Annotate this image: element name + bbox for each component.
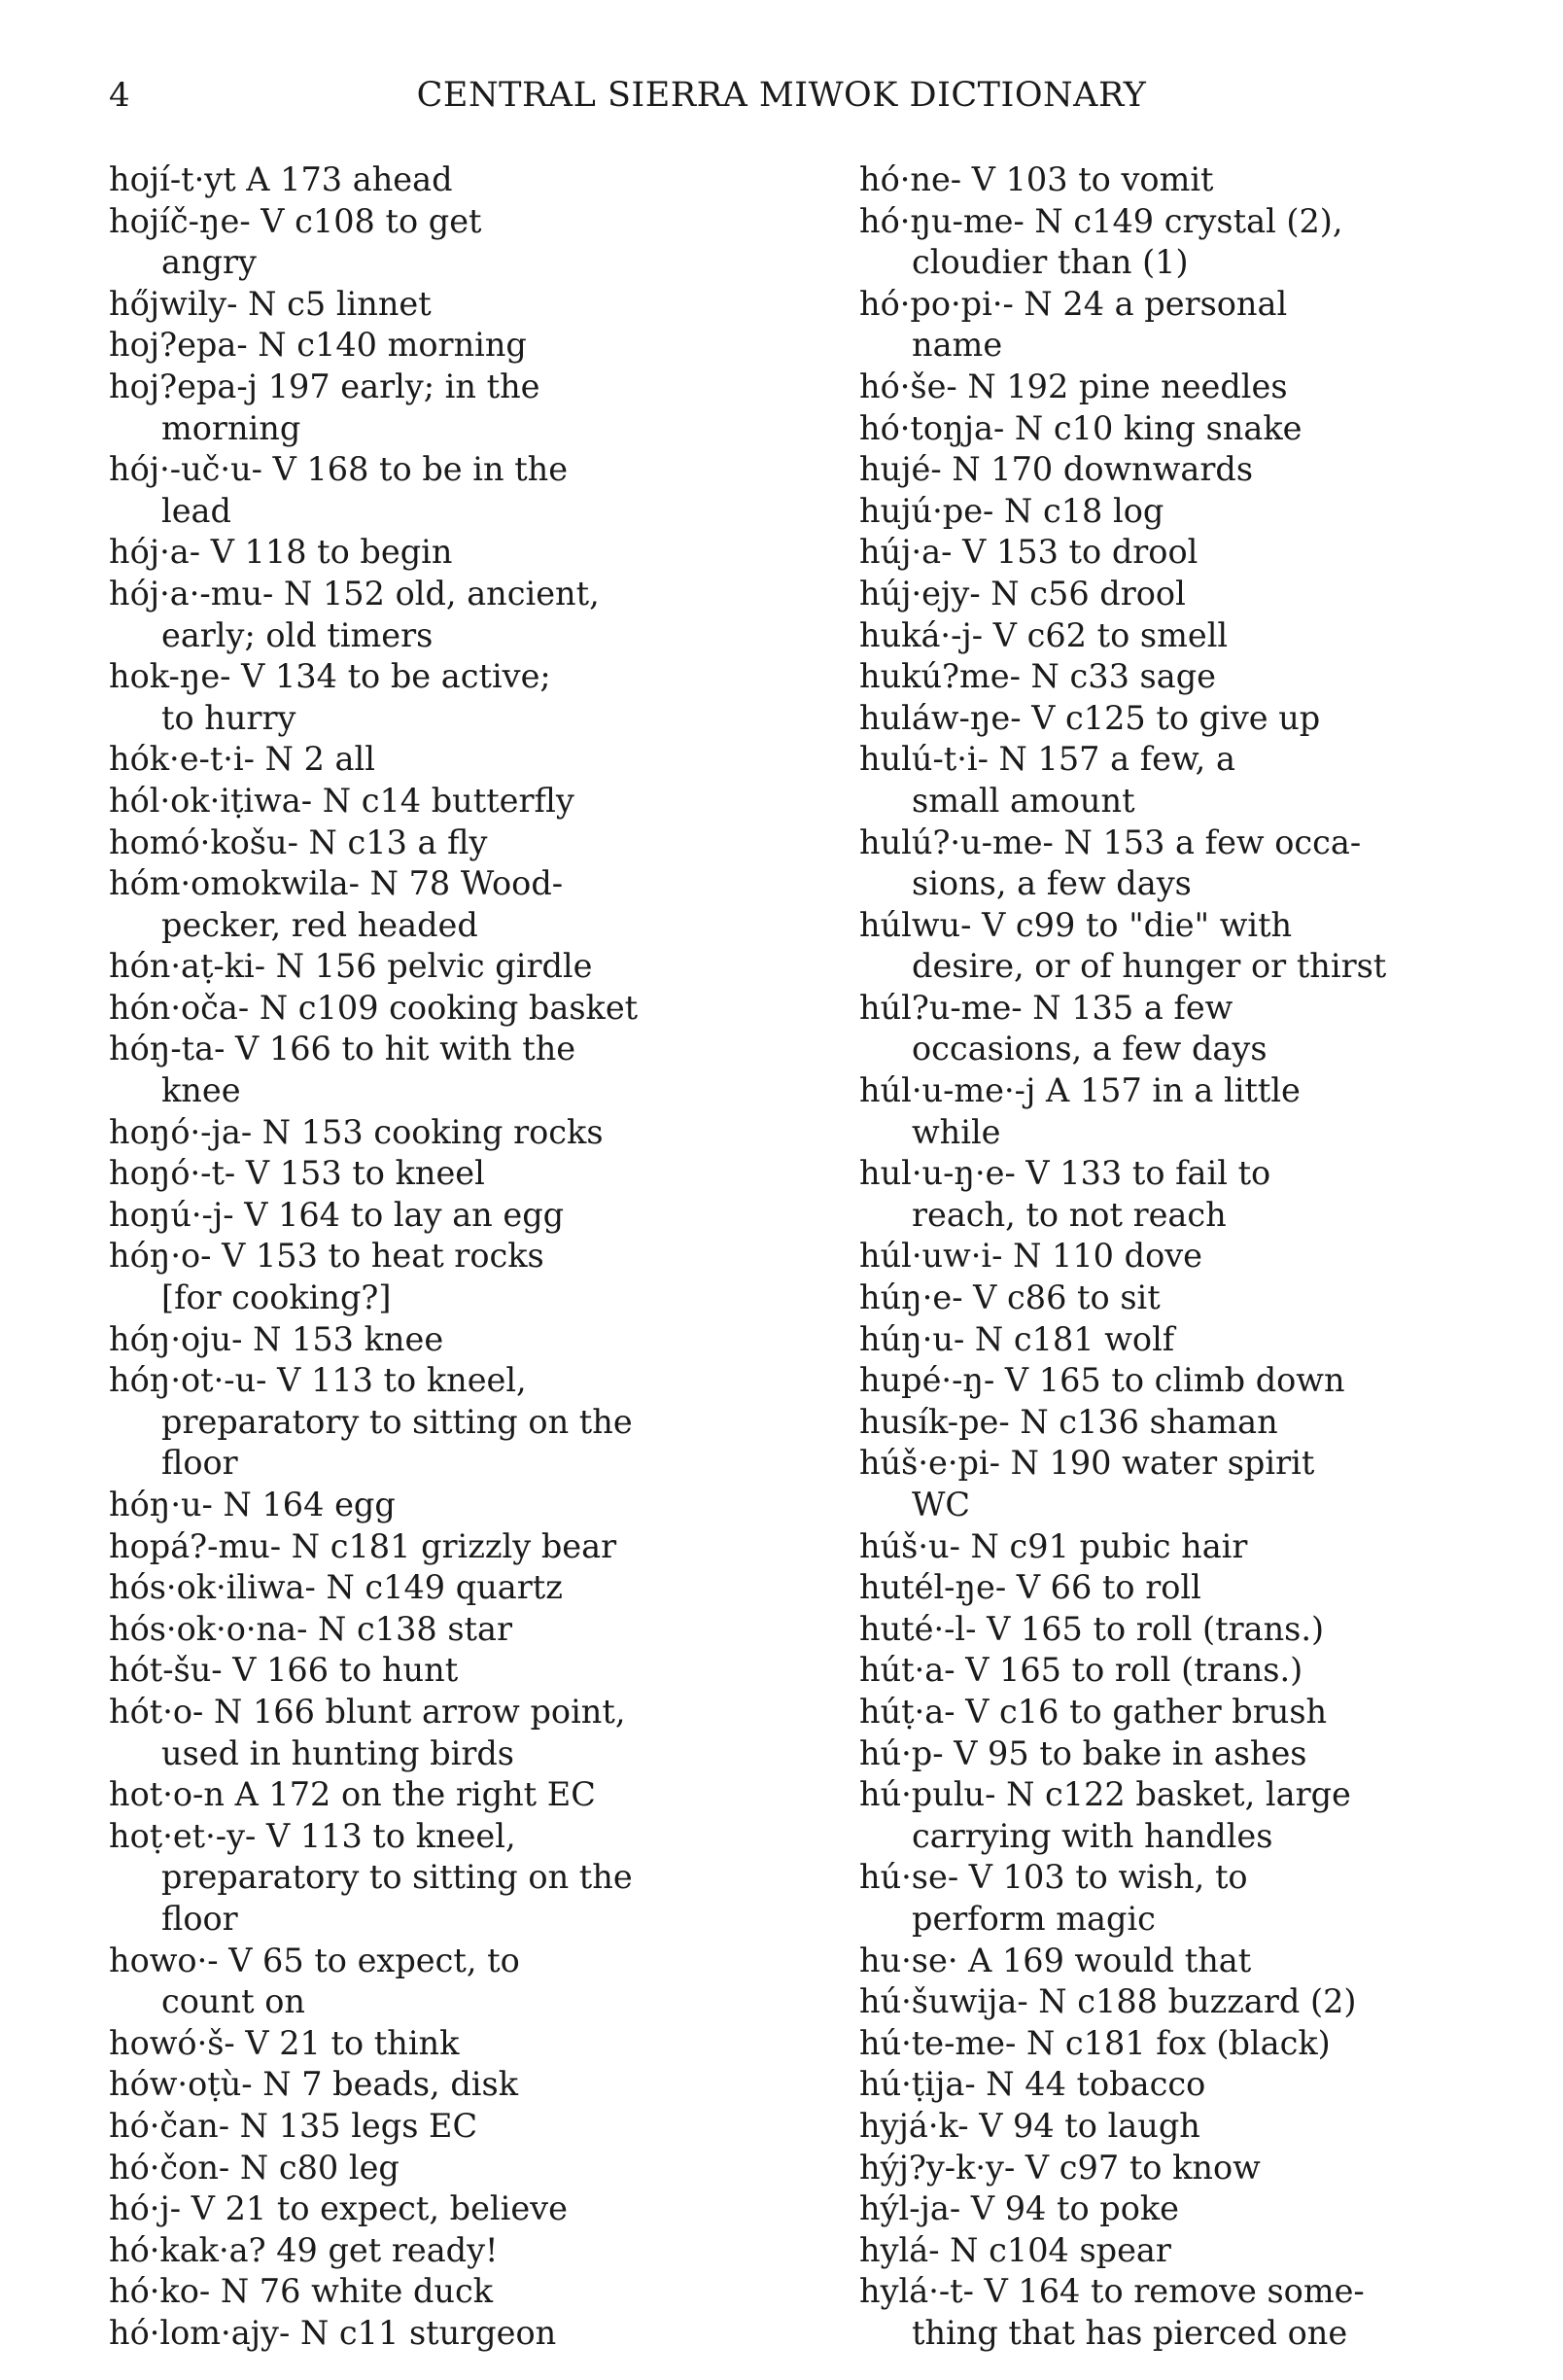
dictionary-entry xyxy=(109,201,789,284)
entry-line: húl·u-me·-j A 157 in a little xyxy=(859,1071,1301,1110)
entry-line: hó·kak·a? 49 get ready! xyxy=(109,2230,499,2269)
entry-line: hylá·-t- V 164 to remove some- xyxy=(859,2272,1365,2311)
entry-line: howo·- V 65 to expect, to xyxy=(109,1941,520,1979)
entry-line: hút·a- V 165 to roll (trans.) xyxy=(859,1651,1303,1690)
entry-line: hós·ok·iliwa- N c149 quartz xyxy=(109,1568,563,1607)
entry-continuation-line: carrying with handles xyxy=(912,1816,1273,1855)
dictionary-entry xyxy=(109,1692,789,1774)
entry-continuation-line: used in hunting birds xyxy=(161,1733,515,1772)
entry-continuation-line: desire, or of hunger or thirst xyxy=(912,947,1387,986)
dictionary-entry xyxy=(109,284,789,326)
entry-line: hú·šuwija- N c188 buzzard (2) xyxy=(859,1982,1357,2021)
dictionary-entry xyxy=(109,656,789,739)
dictionary-entry xyxy=(859,1153,1540,1236)
entry-line: hó·j- V 21 to expect, believe xyxy=(109,2189,568,2228)
dictionary-entry xyxy=(859,2023,1540,2065)
dictionary-entry xyxy=(109,1195,789,1237)
dictionary-entry xyxy=(109,532,789,574)
entry-line: hú·p- V 95 to bake in ashes xyxy=(859,1733,1307,1772)
dictionary-entry xyxy=(859,449,1540,491)
entry-continuation-line: small amount xyxy=(912,781,1135,820)
entry-continuation-line: cloudier than (1) xyxy=(912,243,1189,282)
dictionary-entry xyxy=(109,1774,789,1816)
dictionary-entry xyxy=(109,2106,789,2148)
dictionary-entry xyxy=(109,159,789,201)
entry-line: hóŋ·o- V 153 to heat rocks xyxy=(109,1237,544,1276)
entry-line: hoj?epa-j 197 early; in the xyxy=(109,367,540,405)
entry-line: hoŋó·-ja- N 153 cooking rocks xyxy=(109,1112,604,1151)
entry-line: hojíč-ŋe- V c108 to get xyxy=(109,201,482,240)
entry-line: hót-šu- V 166 to hunt xyxy=(109,1651,459,1690)
dictionary-entry xyxy=(859,1319,1540,1361)
entry-continuation-line: preparatory to sitting on the xyxy=(161,1402,633,1441)
entry-line: hón·aṭ-ki- N 156 pelvic girdle xyxy=(109,947,593,986)
entry-line: hýl-ja- V 94 to poke xyxy=(859,2189,1179,2228)
entry-line: hón·oča- N c109 cooking basket xyxy=(109,988,639,1027)
dictionary-entry xyxy=(109,2064,789,2106)
entry-line: hóm·omokwila- N 78 Wood- xyxy=(109,864,564,903)
entry-line: hó·lom·ajy- N c11 sturgeon xyxy=(109,2313,557,2352)
dictionary-entry xyxy=(859,1941,1540,1982)
dictionary-entry xyxy=(109,1153,789,1195)
dictionary-entry xyxy=(109,946,789,988)
entry-line: hó·ne- V 103 to vomit xyxy=(859,160,1214,198)
dictionary-entry xyxy=(859,2188,1540,2230)
dictionary-entry xyxy=(859,532,1540,574)
dictionary-entry xyxy=(859,1609,1540,1651)
entry-line: hopá?-mu- N c181 grizzly bear xyxy=(109,1526,617,1565)
dictionary-entry xyxy=(859,201,1540,284)
dictionary-entry xyxy=(859,367,1540,408)
entry-continuation-line: count on xyxy=(161,1982,305,2021)
entry-line: hőjwily- N c5 linnet xyxy=(109,284,432,323)
dictionary-entry xyxy=(109,2148,789,2189)
entry-line: hojí-t·yt A 173 ahead xyxy=(109,160,453,198)
dictionary-entry xyxy=(109,2230,789,2272)
entry-line: huká·-j- V c62 to smell xyxy=(859,615,1229,654)
entry-line: hujú·pe- N c18 log xyxy=(859,491,1164,530)
entry-line: hók·e-t·i- N 2 all xyxy=(109,740,375,779)
entry-line: húj·ejy- N c56 drool xyxy=(859,574,1186,612)
entry-line: hyjá·k- V 94 to laugh xyxy=(859,2106,1200,2145)
entry-continuation-line: early; old timers xyxy=(161,615,434,654)
entry-line: hoŋú·-j- V 164 to lay an egg xyxy=(109,1195,565,1234)
entry-line: húlwu- V c99 to "die" with xyxy=(859,905,1293,944)
dictionary-entry xyxy=(859,1857,1540,1940)
dictionary-entry xyxy=(859,822,1540,905)
entry-continuation-line: floor xyxy=(161,1899,238,1938)
dictionary-entry xyxy=(109,1319,789,1361)
entry-continuation-line: reach, to not reach xyxy=(912,1195,1227,1234)
dictionary-entry xyxy=(109,2271,789,2313)
dictionary-entry xyxy=(859,1774,1540,1857)
dictionary-entry xyxy=(109,1029,789,1111)
entry-line: hoj?epa- N c140 morning xyxy=(109,326,527,365)
dictionary-entry xyxy=(859,159,1540,201)
entry-continuation-line: name xyxy=(912,326,1003,365)
dictionary-entry xyxy=(859,1236,1540,1278)
dictionary-entry xyxy=(859,905,1540,988)
entry-line: húṭ·a- V c16 to gather brush xyxy=(859,1692,1328,1731)
entry-line: huté·-l- V 165 to roll (trans.) xyxy=(859,1609,1325,1648)
dictionary-entry xyxy=(109,449,789,532)
entry-line: hóŋ-ta- V 166 to hit with the xyxy=(109,1030,576,1068)
entry-continuation-line: occasions, a few days xyxy=(912,1030,1268,1068)
dictionary-entry xyxy=(109,2313,789,2355)
entry-line: hoṭ·et·-y- V 113 to kneel, xyxy=(109,1816,516,1855)
dictionary-entry xyxy=(859,1650,1540,1692)
dictionary-entry xyxy=(859,1070,1540,1153)
entry-line: hóŋ·oju- N 153 knee xyxy=(109,1319,444,1358)
entry-line: howó·š- V 21 to think xyxy=(109,2023,460,2062)
entry-continuation-line: to hurry xyxy=(161,698,296,737)
dictionary-entry xyxy=(859,988,1540,1070)
entry-line: hujé- N 170 downwards xyxy=(859,450,1254,489)
dictionary-entry xyxy=(109,1816,789,1941)
dictionary-entry xyxy=(109,1650,789,1692)
entry-line: hój·-uč·u- V 168 to be in the xyxy=(109,450,569,489)
dictionary-entry xyxy=(109,2023,789,2065)
dictionary-entry xyxy=(109,739,789,781)
entry-continuation-line: while xyxy=(912,1112,1001,1151)
entry-line: hó·ŋu-me- N c149 crystal (2), xyxy=(859,201,1343,240)
entry-line: hutél-ŋe- V 66 to roll xyxy=(859,1568,1201,1607)
page-number: 4 xyxy=(109,76,130,115)
entry-line: hylá- N c104 spear xyxy=(859,2230,1171,2269)
entry-continuation-line: sions, a few days xyxy=(912,864,1192,903)
entry-line: hul·u-ŋ·e- V 133 to fail to xyxy=(859,1154,1271,1193)
entry-line: húŋ·u- N c181 wolf xyxy=(859,1319,1175,1358)
entry-line: husík-pe- N c136 shaman xyxy=(859,1402,1278,1441)
entry-line: homó·košu- N c13 a fly xyxy=(109,822,488,861)
entry-line: hó·čon- N c80 leg xyxy=(109,2148,399,2187)
dictionary-entry xyxy=(109,2188,789,2230)
entry-continuation-line: knee xyxy=(161,1071,241,1110)
entry-continuation-line: floor xyxy=(161,1444,238,1483)
entry-continuation-line: preparatory to sitting on the xyxy=(161,1858,633,1897)
dictionary-entry xyxy=(859,1567,1540,1609)
dictionary-entry xyxy=(109,1112,789,1154)
entry-line: hól·ok·iṭiwa- N c14 butterfly xyxy=(109,781,574,820)
entry-continuation-line: thing that has pierced one xyxy=(912,2313,1348,2352)
dictionary-entry xyxy=(859,2106,1540,2148)
dictionary-entry xyxy=(109,1236,789,1318)
dictionary-column-right xyxy=(859,159,1540,2354)
entry-line: hó·čan- N 135 legs EC xyxy=(109,2106,478,2145)
dictionary-entry xyxy=(859,408,1540,450)
entry-line: hó·ko- N 76 white duck xyxy=(109,2272,494,2311)
dictionary-entry xyxy=(859,491,1540,533)
dictionary-entry xyxy=(859,284,1540,367)
entry-line: hó·po·pi·- N 24 a personal xyxy=(859,284,1288,323)
dictionary-entry xyxy=(859,1360,1540,1402)
entry-line: hoŋó·-t- V 153 to kneel xyxy=(109,1154,485,1193)
dictionary-entry xyxy=(109,1567,789,1609)
entry-line: hó·še- N 192 pine needles xyxy=(859,367,1288,405)
entry-continuation-line: angry xyxy=(161,243,257,282)
entry-line: huláw-ŋe- V c125 to give up xyxy=(859,698,1321,737)
dictionary-entry xyxy=(109,988,789,1030)
entry-continuation-line: perform magic xyxy=(912,1899,1156,1938)
dictionary-entry xyxy=(109,822,789,864)
entry-line: húš·e·pi- N 190 water spirit xyxy=(859,1444,1315,1483)
dictionary-entry xyxy=(859,2148,1540,2189)
entry-continuation-line: pecker, red headed xyxy=(161,905,478,944)
entry-line: hot·o-n A 172 on the right EC xyxy=(109,1775,596,1814)
entry-line: hój·a- V 118 to begin xyxy=(109,533,453,572)
entry-line: hukú?me- N c33 sage xyxy=(859,657,1216,696)
entry-line: hupé·-ŋ- V 165 to climb down xyxy=(859,1361,1345,1400)
dictionary-entry xyxy=(109,1609,789,1651)
page-title: CENTRAL SIERRA MIWOK DICTIONARY xyxy=(416,76,1147,115)
entry-continuation-line: lead xyxy=(161,491,231,530)
entry-line: hó·toŋja- N c10 king snake xyxy=(859,408,1302,447)
dictionary-entry xyxy=(859,1733,1540,1775)
entry-line: húj·a- V 153 to drool xyxy=(859,533,1198,572)
dictionary-entry xyxy=(109,1360,789,1485)
dictionary-entry xyxy=(859,1981,1540,2023)
dictionary-entry xyxy=(109,1485,789,1526)
dictionary-entry xyxy=(859,1402,1540,1444)
dictionary-entry xyxy=(859,698,1540,740)
entry-continuation-line: morning xyxy=(161,408,301,447)
entry-line: hu·se· A 169 would that xyxy=(859,1941,1252,1979)
entry-line: húŋ·e- V c86 to sit xyxy=(859,1278,1161,1317)
entry-line: hú·pulu- N c122 basket, large xyxy=(859,1775,1351,1814)
entry-line: hów·oṭù- N 7 beads, disk xyxy=(109,2065,518,2104)
dictionary-entry xyxy=(109,1941,789,2023)
entry-continuation-line: [for cooking?] xyxy=(161,1278,392,1317)
dictionary-column-left xyxy=(109,159,789,2354)
dictionary-entry xyxy=(859,574,1540,615)
entry-line: hót·o- N 166 blunt arrow point, xyxy=(109,1692,626,1731)
entry-line: hóŋ·u- N 164 egg xyxy=(109,1486,396,1523)
dictionary-entry xyxy=(859,2230,1540,2272)
dictionary-entry xyxy=(859,2271,1540,2354)
dictionary-entry xyxy=(859,615,1540,657)
dictionary-entry xyxy=(109,781,789,822)
entry-line: hýj?y-k·y- V c97 to know xyxy=(859,2148,1261,2187)
entry-line: húl?u-me- N 135 a few xyxy=(859,988,1233,1027)
entry-line: hós·ok·o·na- N c138 star xyxy=(109,1609,512,1648)
dictionary-entry xyxy=(859,1526,1540,1568)
entry-line: hú·se- V 103 to wish, to xyxy=(859,1858,1248,1897)
dictionary-entry xyxy=(859,739,1540,822)
dictionary-entry xyxy=(109,325,789,367)
dictionary-entry xyxy=(109,1526,789,1568)
entry-line: hóŋ·ot·-u- V 113 to kneel, xyxy=(109,1361,527,1400)
dictionary-entry xyxy=(859,1278,1540,1319)
entry-continuation-line: WC xyxy=(912,1486,971,1523)
entry-line: húl·uw·i- N 110 dove xyxy=(859,1237,1203,1276)
entry-line: hulú-t·i- N 157 a few, a xyxy=(859,740,1235,779)
dictionary-entry xyxy=(109,574,789,656)
entry-line: hú·te-me- N c181 fox (black) xyxy=(859,2023,1331,2062)
dictionary-entry xyxy=(859,1692,1540,1733)
entry-line: hok-ŋe- V 134 to be active; xyxy=(109,657,551,696)
dictionary-entry xyxy=(109,367,789,449)
entry-line: hú·ṭija- N 44 tobacco xyxy=(859,2065,1206,2104)
entry-line: húš·u- N c91 pubic hair xyxy=(859,1526,1248,1565)
entry-line: hulú?·u-me- N 153 a few occa- xyxy=(859,822,1362,861)
dictionary-entry xyxy=(859,2064,1540,2106)
dictionary-entry xyxy=(859,1443,1540,1525)
entry-line: hój·a·-mu- N 152 old, ancient, xyxy=(109,574,600,612)
dictionary-entry xyxy=(109,863,789,946)
dictionary-entry xyxy=(859,656,1540,698)
